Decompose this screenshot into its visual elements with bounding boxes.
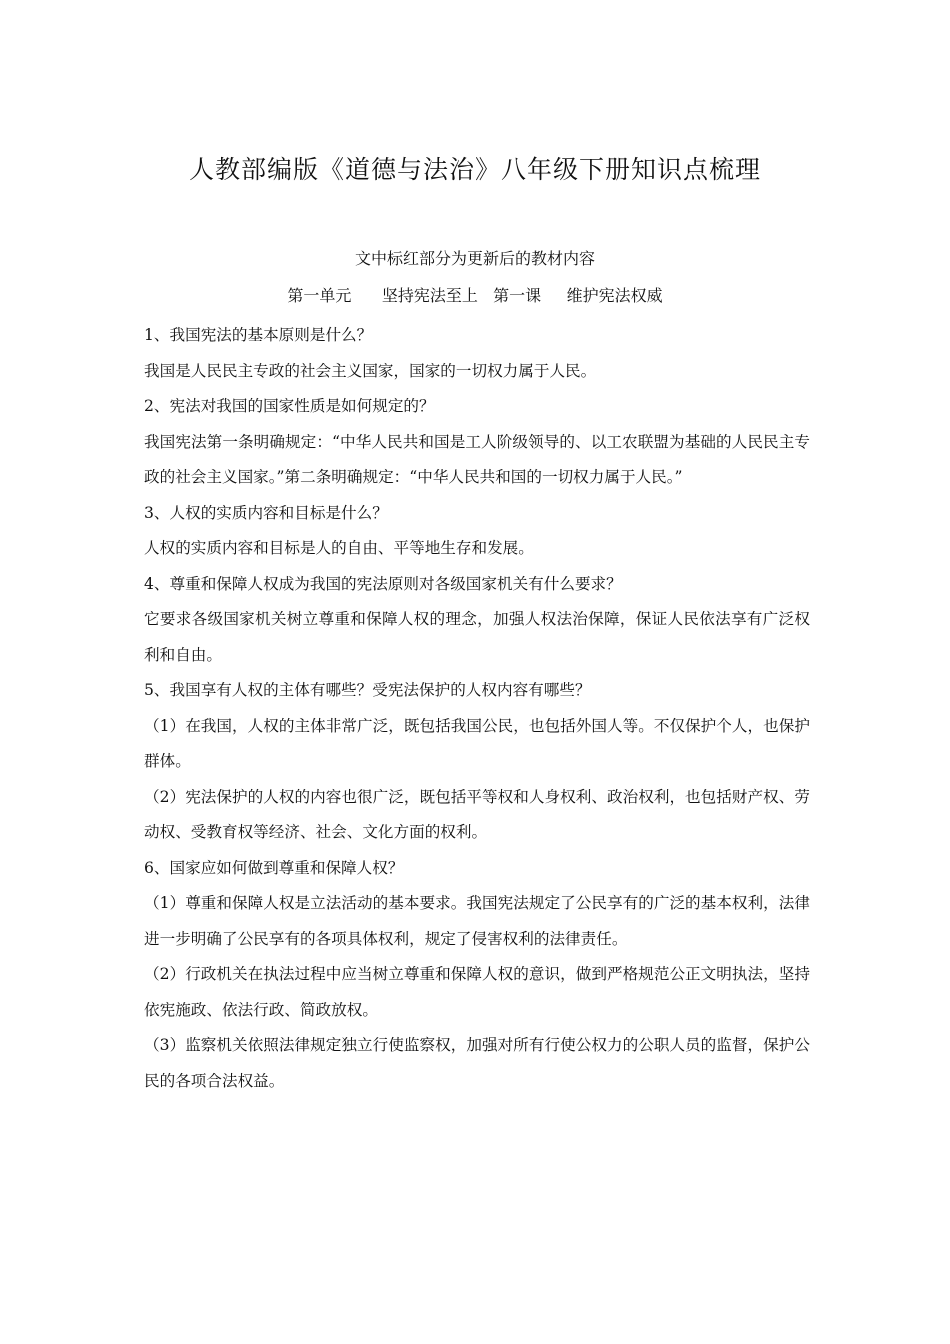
answer-4: 它要求各级国家机关树立尊重和保障人权的理念，加强人权法治保障，保证人民依法享有广泛权利和自由。 [144, 610, 810, 664]
revision-note: 文中标红部分为更新后的教材内容 [354, 249, 595, 268]
answer-2: 我国宪法第一条明确规定：“中华人民共和国是工人阶级领导的、以工农联盟为基础的人民民主专政的社会主义国家。”第二条明确规定：“中华人民共和国的一切权力属于人民。” [144, 432, 810, 486]
answer-1: 我国是人民民主专政的社会主义国家，国家的一切权力属于人民。 [144, 361, 597, 380]
document-title: 人教部编版《道德与法治》八年级下册知识点梳理 [188, 155, 761, 184]
question-1: 1、我国宪法的基本原则是什么？ [144, 326, 373, 344]
answer-5-point-2: （2）宪法保护的人权的内容也很广泛，既包括平等权和人身权利、政治权利，也包括财产权、劳动权、受教育权等经济、社会、文化方面的权利。 [144, 787, 810, 841]
answer-5-point-1: （1）在我国，人权的主体非常广泛，既包括我国公民，也包括外国人等。不仅保护个人，也保护群体。 [144, 716, 810, 770]
document-body [144, 318, 810, 1099]
question-3: 3、人权的实质内容和目标是什么？ [144, 503, 388, 522]
unit-lesson-heading: 第一单元 坚持宪法至上 第一课 维护宪法权威 [287, 286, 663, 305]
question-4: 4、尊重和保障人权成为我国的宪法原则对各级国家机关有什么要求？ [144, 574, 622, 593]
answer-6-point-3: （3）监察机关依照法律规定独立行使监察权，加强对所有行使公权力的公职人员的监督，保护公民的各项合法权益。 [144, 1036, 810, 1090]
answer-3: 人权的实质内容和目标是人的自由、平等地生存和发展。 [144, 539, 534, 557]
question-2: 2、宪法对我国的国家性质是如何规定的？ [144, 397, 435, 415]
question-6: 6、国家应如何做到尊重和保障人权？ [144, 858, 404, 877]
answer-6-point-2: （2）行政机关在执法过程中应当树立尊重和保障人权的意识，做到严格规范公正文明执法，坚持依宪施政、依法行政、简政放权。 [144, 965, 810, 1019]
question-5: 5、我国享有人权的主体有哪些？受宪法保护的人权内容有哪些？ [144, 681, 591, 699]
answer-6-point-1: （1）尊重和保障人权是立法活动的基本要求。我国宪法规定了公民享有的广泛的基本权利，法律进一步明确了公民享有的各项具体权利，规定了侵害权利的法律责任。 [144, 894, 810, 948]
